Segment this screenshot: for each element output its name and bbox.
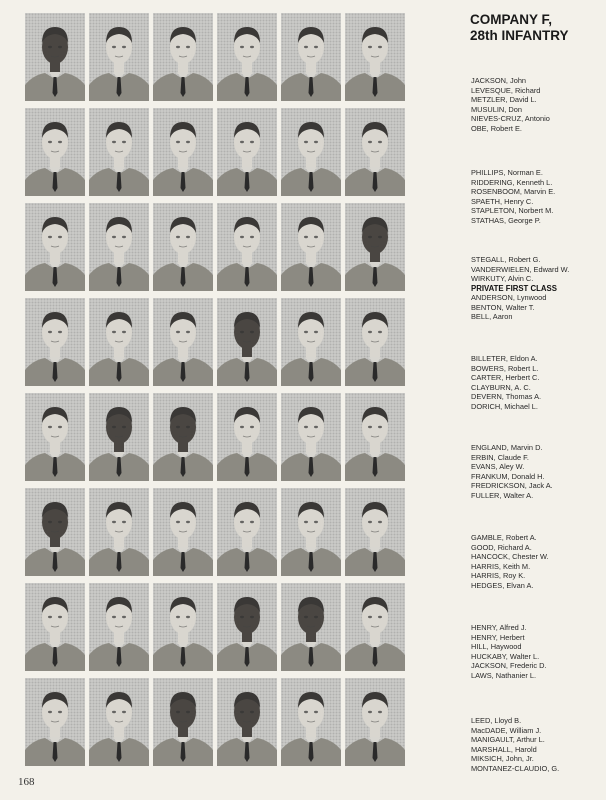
soldier-name: CARTER, Herbert C. [471, 373, 540, 382]
soldier-name: MONTANEZ-CLAUDIO, G. [471, 763, 560, 773]
soldier-name: SPAETH, Henry C. [471, 196, 534, 206]
portrait-photo [345, 108, 405, 196]
portrait-photo [89, 583, 149, 671]
soldier-name: HUCKABY, Walter L. [471, 651, 540, 661]
portrait-photo [345, 298, 405, 386]
portrait-photo [345, 203, 405, 291]
soldier-name: HANCOCK, Chester W. [471, 552, 549, 561]
portrait-photo [153, 298, 213, 386]
portrait-photo [281, 298, 341, 386]
portrait-photo [153, 393, 213, 481]
soldier-name: STATHAS, George P. [471, 215, 541, 225]
portrait-photo [25, 108, 85, 196]
soldier-name: CLAYBURN, A. C. [471, 382, 531, 392]
portrait-photo [345, 393, 405, 481]
soldier-name: FREDRICKSON, Jack A. [471, 481, 553, 490]
soldier-name: GAMBLE, Robert A. [471, 533, 537, 542]
soldier-name: RIDDERING, Kenneth L. [471, 177, 553, 187]
heading-line-2: 28th INFANTRY [470, 28, 569, 43]
portrait-photo [281, 393, 341, 481]
soldier-name: HENRY, Herbert [471, 632, 525, 642]
portrait-photo [153, 203, 213, 291]
soldier-name: METZLER, David L. [471, 95, 537, 104]
soldier-name: LEVESQUE, Richard [471, 85, 541, 95]
soldier-name: ANDERSON, Lynwood [471, 293, 547, 302]
soldier-name: HARRIS, Keith M. [471, 561, 531, 571]
portrait-photo [89, 298, 149, 386]
portrait-photo [217, 298, 277, 386]
portrait-photo [25, 583, 85, 671]
portrait-grid [25, 13, 409, 768]
soldier-name: JACKSON, Frederic D. [471, 661, 547, 670]
portrait-photo [345, 678, 405, 766]
soldier-name: LEED, Lloyd B. [471, 716, 522, 725]
soldier-name: BILLETER, Eldon A. [471, 354, 538, 363]
name-block [471, 255, 601, 322]
soldier-name: HARRIS, Roy K. [471, 571, 526, 580]
name-block [471, 76, 601, 133]
portrait-photo [25, 393, 85, 481]
soldier-name: BOWERS, Robert L. [471, 363, 539, 373]
soldier-name: HENRY, Alfred J. [471, 623, 527, 632]
name-block [471, 354, 601, 411]
portrait-photo [217, 678, 277, 766]
soldier-name: BENTON, Walter T. [471, 302, 535, 312]
soldier-name: STAPLETON, Norbert M. [471, 206, 554, 215]
portrait-photo [281, 678, 341, 766]
soldier-name: JACKSON, John [471, 76, 527, 85]
page-number: 168 [18, 776, 35, 788]
portrait-photo [153, 678, 213, 766]
heading-line-1: COMPANY F, [470, 12, 553, 27]
portrait-photo [25, 203, 85, 291]
soldier-name: HILL, Haywood [471, 642, 522, 651]
portrait-photo [25, 13, 85, 101]
soldier-name: FULLER, Walter A. [471, 490, 534, 500]
portrait-photo [217, 393, 277, 481]
soldier-name: ERBIN, Claude F. [471, 452, 529, 462]
soldier-name: NIEVES-CRUZ, Antonio [471, 114, 550, 123]
portrait-photo [281, 488, 341, 576]
portrait-photo [89, 678, 149, 766]
portrait-photo [89, 203, 149, 291]
portrait-photo [89, 488, 149, 576]
name-block [471, 623, 601, 680]
soldier-name: EVANS, Aley W. [471, 462, 525, 471]
name-block [471, 716, 601, 773]
portrait-photo [153, 488, 213, 576]
portrait-photo [25, 678, 85, 766]
soldier-name: PHILLIPS, Norman E. [471, 168, 543, 177]
portrait-photo [217, 203, 277, 291]
portrait-photo [25, 488, 85, 576]
portrait-photo [89, 393, 149, 481]
portrait-photo [345, 13, 405, 101]
portrait-photo [281, 13, 341, 101]
soldier-name: DORICH, Michael L. [471, 401, 538, 411]
soldier-name: WIRKUTY, Alvin C. [471, 274, 534, 283]
company-heading [470, 12, 569, 44]
soldier-name: ENGLAND, Marvin D. [471, 443, 543, 452]
soldier-name: DEVERN, Thomas A. [471, 392, 542, 401]
portrait-photo [217, 583, 277, 671]
soldier-name: MIKSICH, John, Jr. [471, 754, 534, 763]
portrait-photo [217, 13, 277, 101]
portrait-photo [281, 203, 341, 291]
soldier-name: MacDADE, William J. [471, 725, 542, 735]
rank-subheading: PRIVATE FIRST CLASS [471, 283, 557, 293]
name-block [471, 443, 601, 500]
soldier-name: OBE, Robert E. [471, 123, 522, 133]
soldier-name: STEGALL, Robert G. [471, 255, 541, 264]
portrait-photo [25, 298, 85, 386]
portrait-photo [345, 488, 405, 576]
name-block [471, 168, 601, 225]
portrait-photo [89, 108, 149, 196]
portrait-photo [153, 583, 213, 671]
portrait-photo [153, 108, 213, 196]
soldier-name: FRANKUM, Donald H. [471, 471, 545, 481]
portrait-photo [153, 13, 213, 101]
soldier-name: HEDGES, Elvan A. [471, 580, 534, 590]
portrait-photo [217, 108, 277, 196]
portrait-photo [281, 583, 341, 671]
soldier-name: GOOD, Richard A. [471, 542, 532, 552]
portrait-photo [217, 488, 277, 576]
name-block [471, 533, 601, 590]
portrait-photo [281, 108, 341, 196]
soldier-name: VANDERWIELEN, Edward W. [471, 264, 570, 274]
portrait-photo [345, 583, 405, 671]
soldier-name: BELL, Aaron [471, 312, 513, 321]
soldier-name: MANIGAULT, Arthur L. [471, 735, 545, 744]
soldier-name: LAWS, Nathanier L. [471, 670, 537, 680]
soldier-name: MARSHALL, Harold [471, 744, 537, 754]
soldier-name: MUSULIN, Don [471, 104, 522, 114]
soldier-name: ROSENBOOM, Marvin E. [471, 187, 556, 196]
portrait-photo [89, 13, 149, 101]
